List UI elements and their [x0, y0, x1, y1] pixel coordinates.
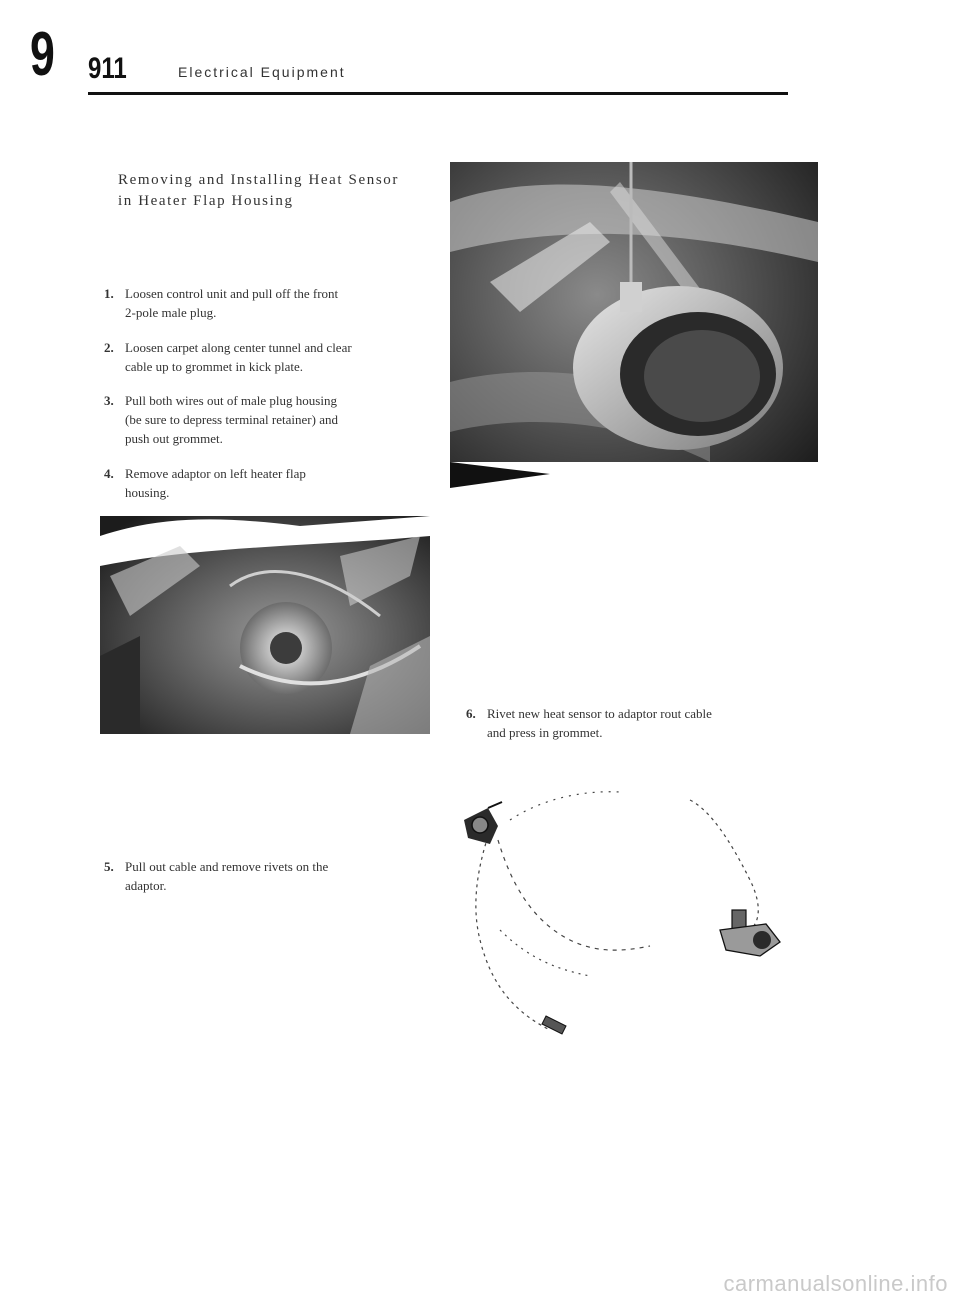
step-line: (be sure to depress terminal retainer) and: [125, 412, 338, 427]
step-line: Loosen control unit and pull off the front: [125, 286, 339, 301]
footer-watermark: carmanualsonline.info: [723, 1271, 948, 1296]
procedure-heading: [118, 170, 438, 212]
step-line: cable up to grommet in kick plate.: [125, 359, 303, 374]
step-text: [125, 464, 306, 502]
step-5: [104, 857, 434, 897]
step-text: [487, 704, 712, 742]
step-2: [104, 338, 434, 378]
step-line: Loosen carpet along center tunnel and clear: [125, 340, 352, 355]
step-line: Remove adaptor on left heater flap: [125, 466, 306, 481]
heat-sensor-cable-illustration: [450, 780, 830, 1040]
step-number: 1.: [104, 286, 114, 301]
step-line: housing.: [125, 485, 170, 500]
step-4: [104, 464, 434, 504]
step-line: adaptor.: [125, 878, 167, 893]
step-line: push out grommet.: [125, 431, 223, 446]
model-label: 911: [88, 52, 127, 85]
step-6: [466, 704, 806, 744]
cable-plug-end: [542, 1016, 566, 1034]
step-line: and press in grommet.: [487, 725, 603, 740]
step-number: 6.: [466, 706, 476, 721]
step-text: [125, 338, 352, 376]
heat-sensor-cable-drawing: [450, 780, 830, 1040]
chapter-title: Electrical Equipment: [178, 64, 346, 80]
adaptor-location-photo: [100, 516, 430, 734]
step-number: 4.: [104, 466, 114, 481]
heater-flap-housing-photo: [450, 162, 818, 494]
step-number: 3.: [104, 393, 114, 408]
step-line: Rivet new heat sensor to adaptor rout cable: [487, 706, 712, 721]
step-text: [125, 284, 338, 322]
step-number: 5.: [104, 859, 114, 874]
step-line: 2-pole male plug.: [125, 305, 217, 320]
sensor-adaptor-end: [720, 910, 780, 956]
header-rule: [88, 92, 788, 95]
heading-line-2: in Heater Flap Housing: [118, 193, 294, 209]
step-line: Pull out cable and remove rivets on the: [125, 859, 329, 874]
step-number: 2.: [104, 340, 114, 355]
sensor-grommet-end: [464, 802, 502, 844]
step-3: [104, 391, 434, 451]
step-text: [125, 391, 338, 448]
step-line: Pull both wires out of male plug housing: [125, 393, 337, 408]
step-1: [104, 284, 434, 324]
adaptor-location-illustration: [100, 516, 430, 734]
section-number: 9: [30, 20, 55, 89]
step-text: [125, 857, 328, 895]
heater-flap-housing-illustration: [450, 162, 818, 494]
heading-line-1: Removing and Installing Heat Sensor: [118, 172, 399, 188]
